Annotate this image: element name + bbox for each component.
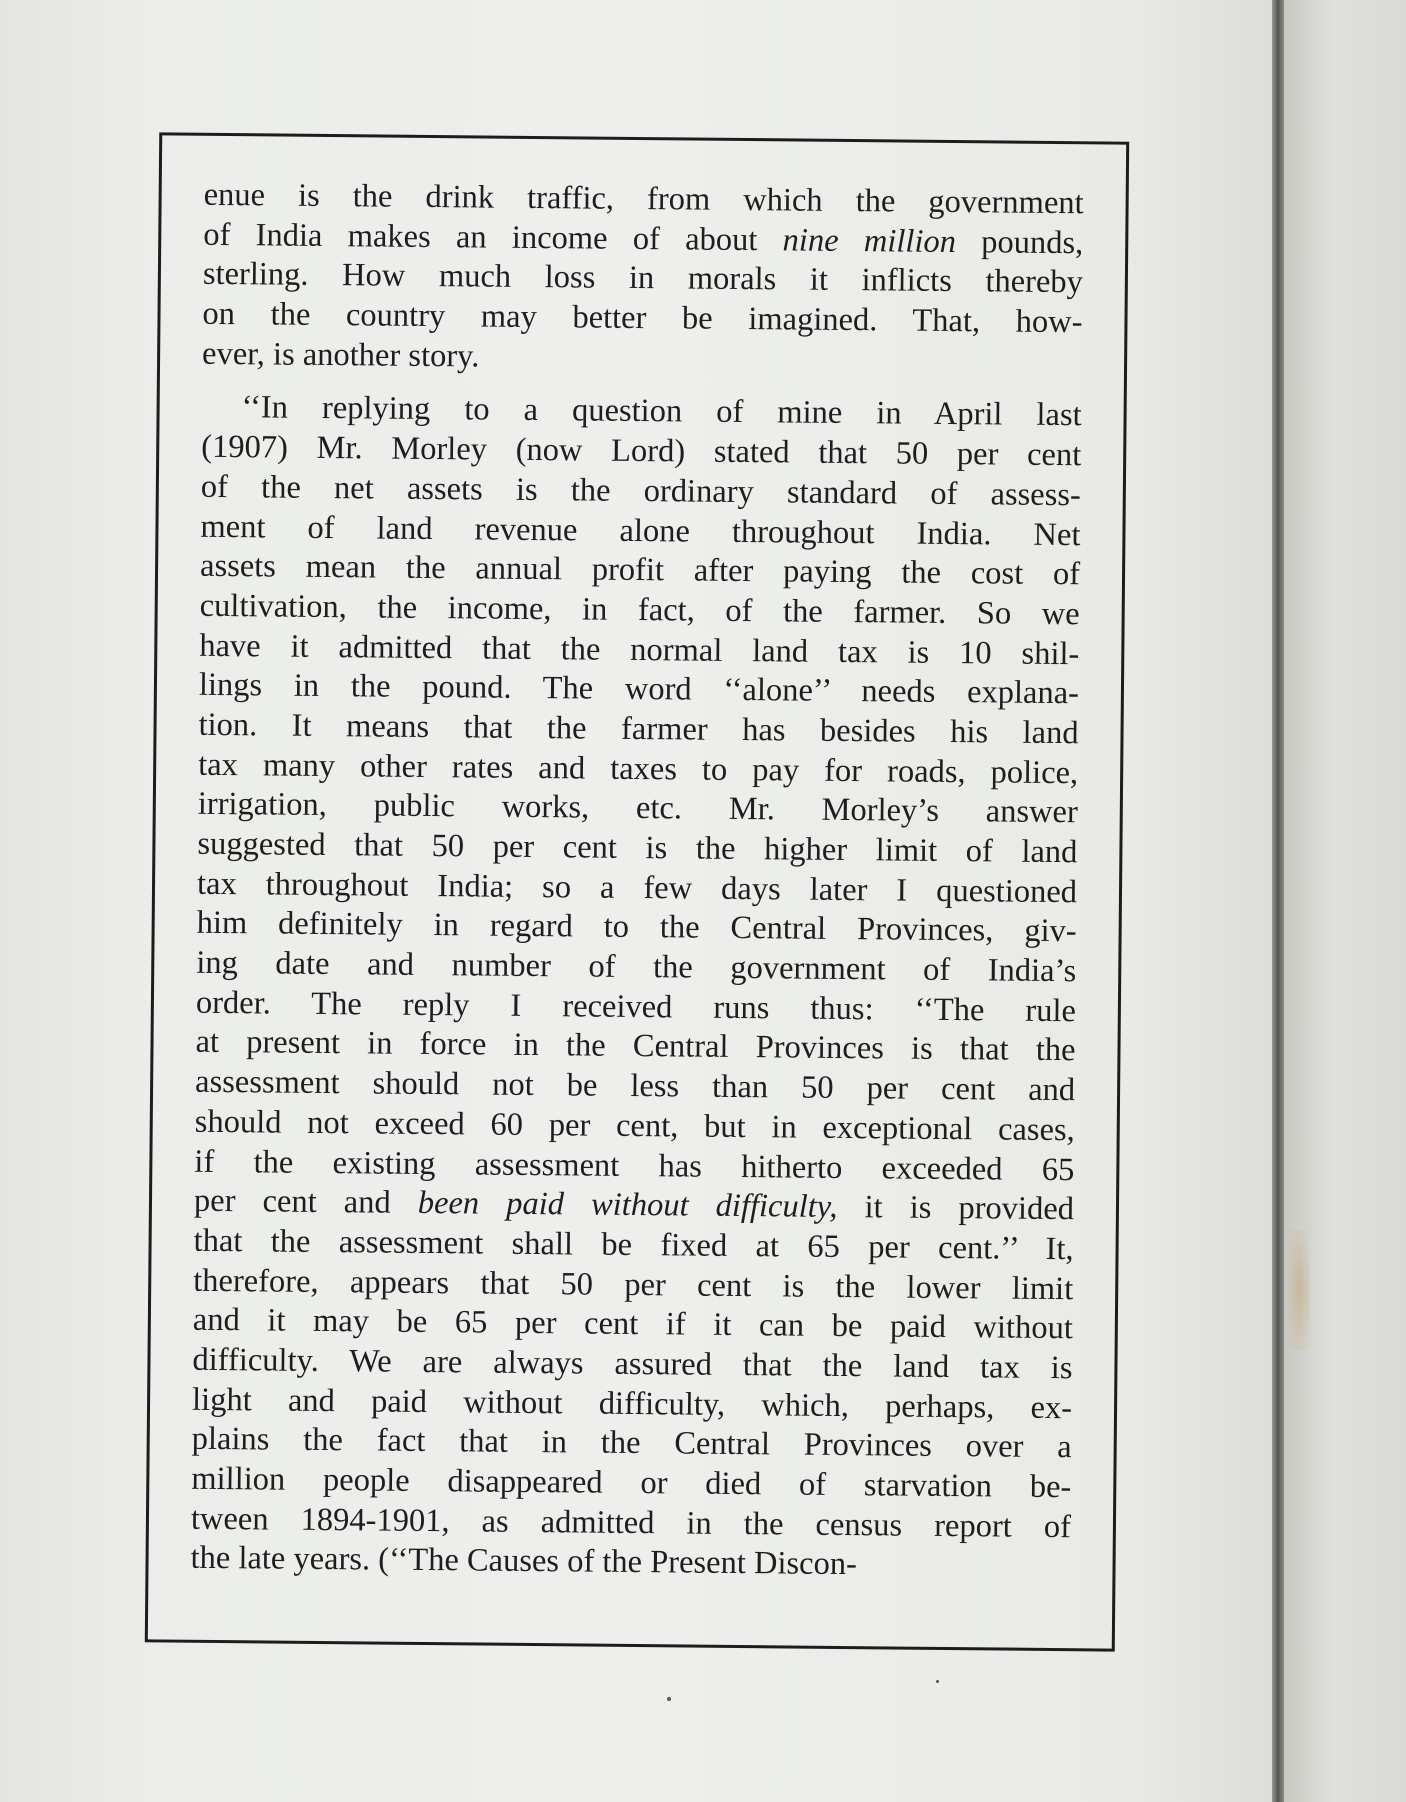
text-segment: ‘‘In replying to a question of mine in April last [241,389,1082,434]
paragraph-1 [202,176,1084,383]
text-segment: plains the fact that in the Central Provinces over a [191,1421,1072,1466]
text-segment: per cent and [193,1182,418,1222]
text-segment: difficulty. We are always assured that the land tax is [192,1341,1073,1387]
text-segment: enue is the drink traffic, from which the government [203,176,1084,222]
text-segment: tween 1894-1901, as admitted in the census report of [190,1500,1072,1545]
text-segment: the late years. (‘‘The Causes of the Present Discon- [190,1540,858,1583]
text-segment: if the existing assessment has hitherto exceeded 65 [194,1143,1075,1188]
text-segment: pounds, [955,223,1084,261]
text-segment: light and paid without difficulty, which, perhaps, ex- [191,1381,1073,1426]
text-segment: assets mean the annual profit after paying the cost of [199,547,1081,593]
text-segment: of India makes an income of about [203,216,783,259]
text-segment: tax many other rates and taxes to pay for roads, police, [198,746,1079,791]
text-segment: ment of land revenue alone throughout India. Net [200,508,1081,553]
text-segment: him definitely in regard to the Central Provinces, giv- [196,905,1077,950]
text-frame-border [145,132,1129,1651]
text-segment: million people disappeared or died of starvation be- [191,1460,1072,1506]
text-segment: irrigation, public works, etc. Mr. Morley’s answer [197,786,1078,831]
text-segment: suggested that 50 per cent is the higher limit of land [197,825,1078,871]
text-segment: cultivation, the income, in fact, of the farmer. So we [199,587,1080,633]
text-segment: sterling. How much loss in morals it inflicts thereby [202,256,1084,301]
book-spine-gutter [1272,0,1284,1802]
text-segment: of the net assets is the ordinary standard of assess- [200,468,1082,514]
paper-stain [1288,1230,1310,1350]
text-segment: and it may be 65 per cent if it can be paid without [192,1302,1074,1347]
text-segment: ing date and number of the government of India’s [196,944,1077,990]
text-segment: tax throughout India; so a few days later I questioned [196,865,1078,910]
text-segment: on the country may better be imagined. That, how- [202,295,1083,341]
facing-page-edge [1284,0,1406,1802]
text-segment: therefore, appears that 50 per cent is the lower limit [193,1262,1074,1307]
paper-speck [667,1697,671,1701]
text-segment: that the assessment shall be fixed at 65 per cent.’’ It, [193,1222,1074,1268]
text-segment: at present in force in the Central Provinces is that the [195,1024,1076,1069]
body-text [190,176,1083,1587]
text-segment: should not exceed 60 per cent, but in exceptional cases, [194,1103,1075,1149]
text-segment: have it admitted that the normal land tax is 10 shil- [199,627,1080,672]
italic-phrase: nine million [782,222,957,260]
paragraph-2 [190,388,1081,1587]
text-segment: it is provided [837,1189,1075,1228]
paper-speck [936,1680,939,1683]
text-line [190,1539,1070,1587]
text-segment: lings in the pound. The word ‘‘alone’’ needs explana- [198,667,1080,712]
text-segment: tion. It means that the farmer has besides his land [198,706,1079,752]
text-segment: (1907) Mr. Morley (now Lord) stated that 50 per cent [201,428,1082,474]
text-segment: assessment should not be less than 50 per cent and [194,1063,1076,1109]
text-segment: ever, is another story. [201,335,480,375]
text-segment: order. The reply I received runs thus: ‘‘The rule [195,984,1077,1029]
italic-phrase: been paid without difficulty, [417,1185,838,1226]
